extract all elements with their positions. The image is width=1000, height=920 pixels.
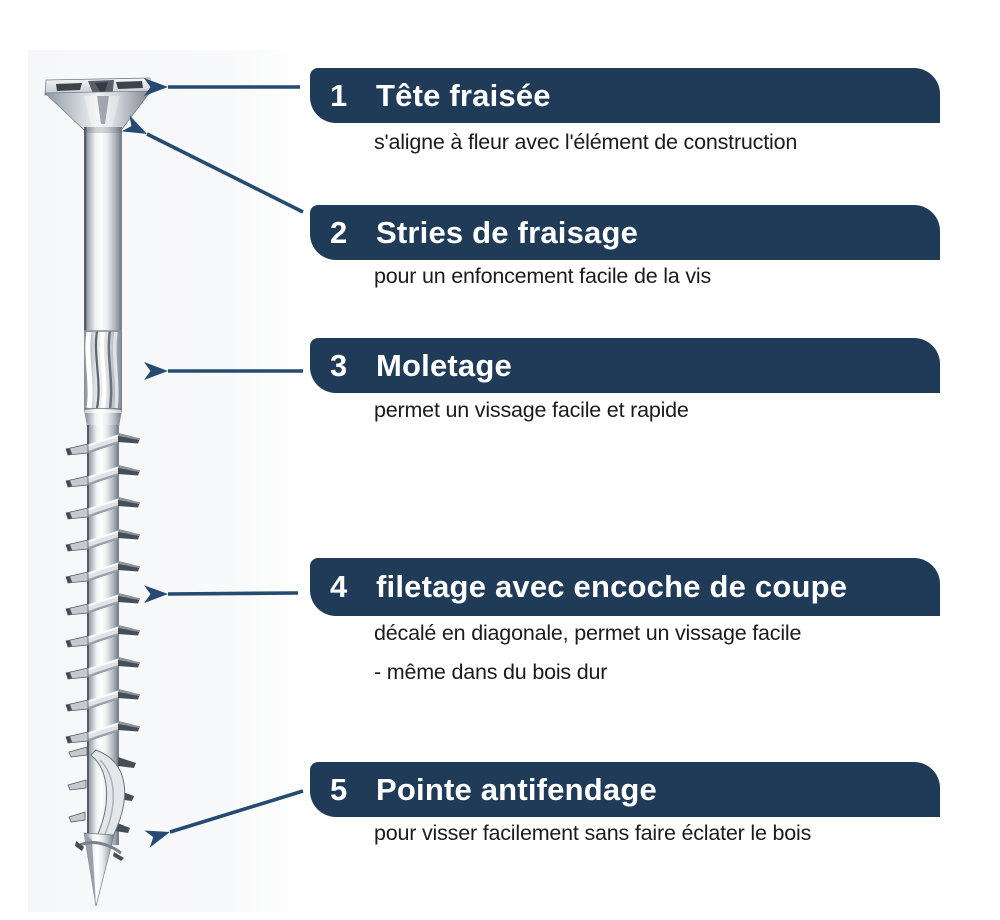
label-description-5: pour visser facilement sans faire éclater le bois: [374, 821, 812, 845]
label-title-3: Moletage: [376, 347, 512, 383]
label-number-3: 3: [330, 347, 348, 383]
label-number-2: 2: [330, 214, 348, 250]
label-description-2: pour un enfoncement facile de la vis: [374, 264, 712, 288]
arrow-to-thread: [168, 593, 298, 594]
label-title-2: Stries de fraisage: [376, 214, 639, 250]
label-title-5: Pointe antifendage: [376, 771, 657, 807]
label-description-1: s'aligne à fleur avec l'élément de construction: [374, 130, 798, 154]
label-description-3: permet un vissage facile et rapide: [374, 398, 689, 422]
label-number-5: 5: [330, 771, 348, 807]
label-number-1: 1: [330, 77, 348, 113]
label-title-4: filetage avec encoche de coupe: [376, 569, 848, 604]
screw-knurl: [84, 331, 122, 427]
label-banner-3: [310, 338, 940, 393]
label-description-4-line1: décalé en diagonale, permet un vissage facile: [374, 621, 802, 645]
label-banner-2: [310, 205, 940, 260]
label-banner-4: [310, 558, 940, 616]
screw-shank: [84, 127, 122, 333]
label-banner-1: [310, 68, 940, 123]
label-number-4: 4: [330, 569, 348, 604]
label-title-1: Tête fraisée: [376, 77, 551, 113]
label-banner-5: [310, 762, 940, 817]
label-description-4-line2: - même dans du bois dur: [374, 660, 608, 684]
